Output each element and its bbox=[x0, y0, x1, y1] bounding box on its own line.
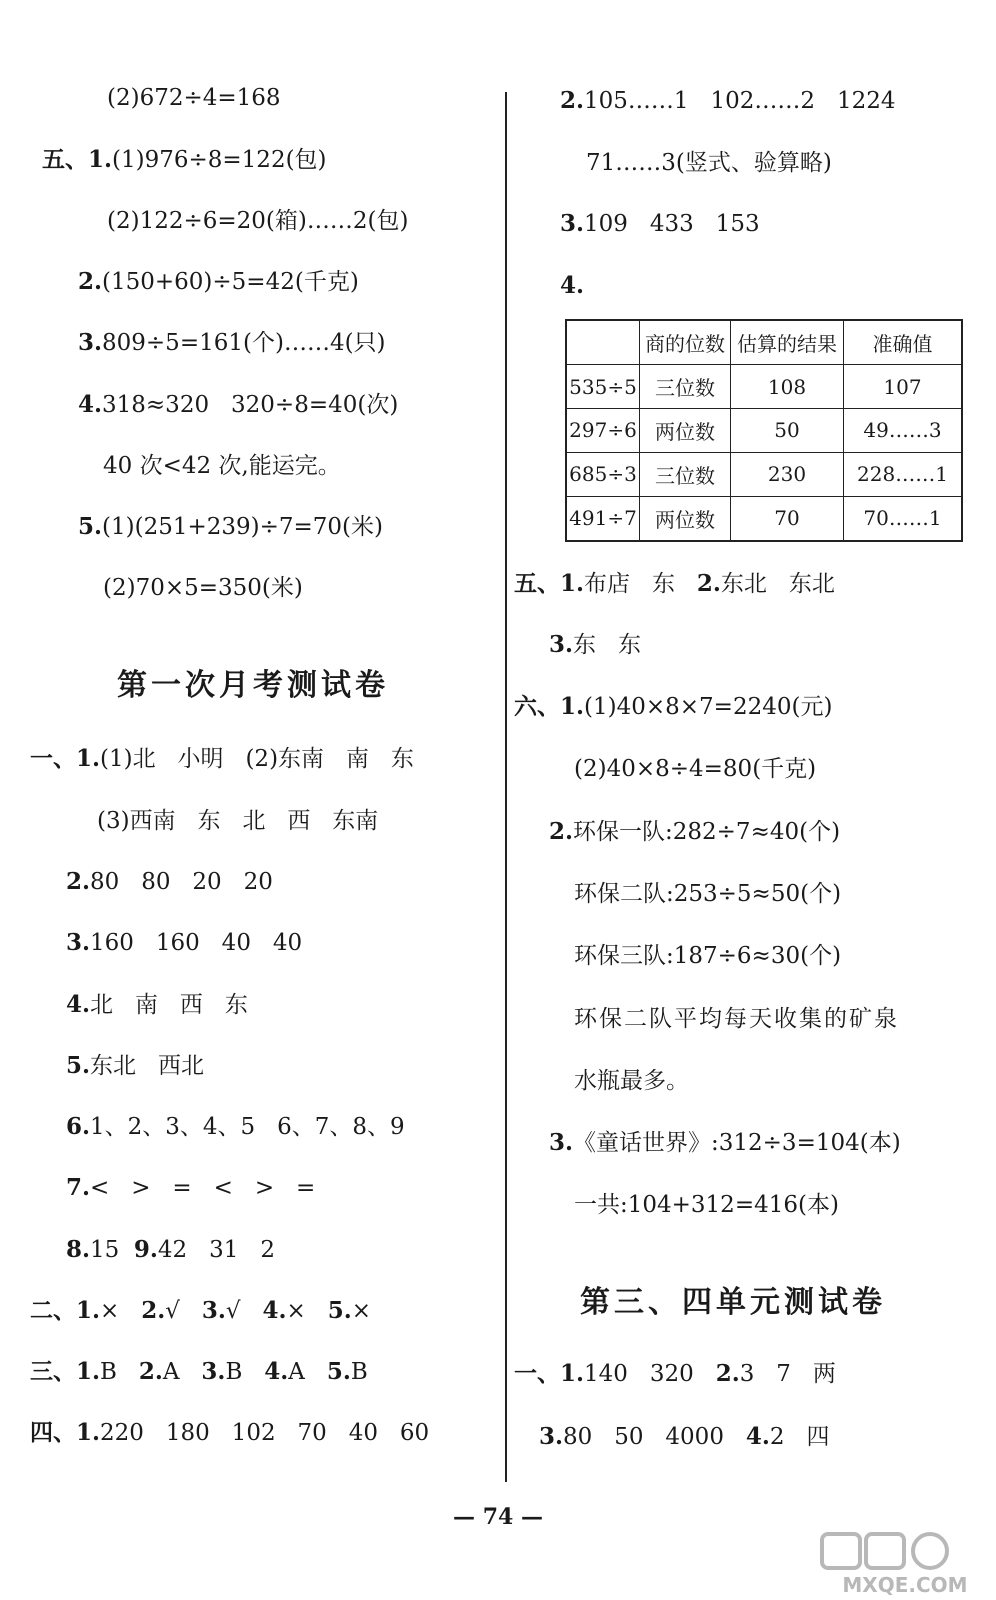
item-number: 5. bbox=[66, 1052, 91, 1079]
answer-line bbox=[560, 210, 760, 238]
answer-line bbox=[66, 868, 273, 896]
answer-line: (3)西南 东 北 西 东南 bbox=[97, 808, 379, 834]
answer-line bbox=[66, 1174, 315, 1202]
page-number: — 74 — bbox=[453, 1504, 543, 1530]
answer-text: 1、2、3、4、5 6、7、8、9 bbox=[90, 1114, 405, 1140]
answer-text: (1)北 小明 (2)东南 南 东 bbox=[100, 746, 414, 772]
answer-text: (1)976÷8=122(包) bbox=[112, 147, 327, 173]
answer-text: B bbox=[350, 1359, 368, 1385]
item-number: 2. bbox=[715, 1360, 740, 1387]
answer-line: (2)672÷4=168 bbox=[107, 85, 281, 111]
item-number: 一、1. bbox=[30, 745, 101, 772]
answer-text: × bbox=[286, 1298, 328, 1324]
answer-line bbox=[30, 1297, 371, 1325]
table-row bbox=[566, 496, 962, 541]
table-cell: 70……1 bbox=[844, 496, 963, 541]
table-header-cell: 商的位数 bbox=[640, 320, 731, 365]
answer-line bbox=[66, 1236, 275, 1264]
answer-line bbox=[514, 1360, 836, 1388]
item-number: 五、1. bbox=[42, 146, 113, 173]
item-number: 2. bbox=[78, 268, 103, 295]
answer-text: 318≈320 320÷8=40(次) bbox=[102, 392, 399, 418]
item-number: 一、1. bbox=[514, 1360, 585, 1387]
item-number: 6. bbox=[66, 1113, 91, 1140]
answer-text: 东北 东北 bbox=[720, 571, 835, 597]
answer-line bbox=[66, 929, 302, 957]
answer-line: (2)40×8÷4=80(千克) bbox=[574, 756, 817, 782]
answer-line: 环保三队:187÷6≈30(个) bbox=[574, 943, 842, 969]
item-number: 4. bbox=[745, 1423, 770, 1450]
answer-text: 42 31 2 bbox=[157, 1237, 275, 1263]
item-number: 8. bbox=[66, 1236, 91, 1263]
item-number: 六、1. bbox=[514, 693, 585, 720]
item-number: 3. bbox=[78, 329, 103, 356]
item-number: 4. bbox=[66, 991, 91, 1018]
answer-line bbox=[560, 87, 895, 115]
item-number: 2. bbox=[138, 1358, 163, 1385]
answer-line: 一共:104+312=416(本) bbox=[574, 1192, 839, 1218]
answer-line bbox=[30, 1419, 429, 1447]
answer-text: 3 7 两 bbox=[739, 1361, 836, 1387]
answer-text: 80 50 4000 bbox=[563, 1424, 746, 1450]
answer-line: (2)70×5=350(米) bbox=[103, 575, 303, 601]
item-number: 二、1. bbox=[30, 1297, 101, 1324]
answer-text: 160 160 40 40 bbox=[90, 930, 303, 956]
table-cell: 228……1 bbox=[844, 452, 963, 496]
answer-text: 105……1 102……2 1224 bbox=[584, 88, 896, 114]
table-cell: 107 bbox=[844, 365, 963, 409]
answer-text: 东 东 bbox=[573, 632, 641, 658]
item-number: 4. bbox=[262, 1297, 287, 1324]
section-title: 第三、四单元测试卷 bbox=[580, 1285, 886, 1320]
table-cell: 70 bbox=[731, 496, 844, 541]
answer-line bbox=[66, 1052, 204, 1080]
answer-text: 140 320 bbox=[584, 1361, 716, 1387]
answer-text: (150+60)÷5=42(千克) bbox=[102, 269, 359, 295]
answer-text: 2 四 bbox=[769, 1424, 830, 1450]
table-cell: 三位数 bbox=[640, 365, 731, 409]
item-number: 四、1. bbox=[30, 1419, 101, 1446]
table-row bbox=[566, 409, 962, 453]
item-number: 5. bbox=[326, 1358, 351, 1385]
answer-text: × bbox=[100, 1298, 142, 1324]
table-cell: 230 bbox=[731, 452, 844, 496]
item-number: 2. bbox=[141, 1297, 166, 1324]
item-number: 3. bbox=[66, 929, 91, 956]
table-cell: 108 bbox=[731, 365, 844, 409]
answer-text: 布店 东 bbox=[584, 571, 697, 597]
table-cell: 535÷5 bbox=[566, 365, 640, 409]
table-cell: 两位数 bbox=[640, 496, 731, 541]
answer-text: B bbox=[225, 1359, 265, 1385]
answer-line bbox=[549, 1129, 901, 1157]
watermark-text: MXQE.COM bbox=[842, 1573, 968, 1596]
answer-line bbox=[66, 991, 248, 1019]
answer-text: 109 433 153 bbox=[584, 211, 760, 237]
answer-line: 71……3(竖式、验算略) bbox=[586, 150, 832, 176]
table-cell: 50 bbox=[731, 409, 844, 453]
item-number: 3. bbox=[560, 210, 585, 237]
answer-line: 环保二队:253÷5≈50(个) bbox=[574, 881, 842, 907]
item-number: 3. bbox=[549, 631, 574, 658]
answer-line bbox=[30, 1358, 368, 1386]
answer-text: 东北 西北 bbox=[90, 1053, 204, 1079]
item-number: 3. bbox=[549, 1129, 574, 1156]
estimation-table bbox=[565, 319, 963, 542]
item-number: 4. bbox=[560, 272, 585, 299]
answer-text: 环保一队:282÷7≈40(个) bbox=[573, 819, 841, 845]
item-number: 3. bbox=[201, 1358, 226, 1385]
answer-text: A bbox=[162, 1359, 202, 1385]
answer-line: (2)122÷6=20(箱)……2(包) bbox=[107, 208, 409, 234]
answer-text: 北 南 西 东 bbox=[90, 992, 248, 1018]
item-number: 2. bbox=[560, 87, 585, 114]
answer-line bbox=[42, 146, 327, 174]
item-number: 2. bbox=[66, 868, 91, 895]
table-cell: 两位数 bbox=[640, 409, 731, 453]
answer-line bbox=[30, 745, 414, 773]
answer-text: √ bbox=[165, 1298, 202, 1324]
item-number: 2. bbox=[696, 570, 721, 597]
column-divider bbox=[505, 92, 507, 1482]
item-number: 4. bbox=[78, 391, 103, 418]
item-number: 4. bbox=[264, 1358, 289, 1385]
item-number: 3. bbox=[201, 1297, 226, 1324]
item-number: 5. bbox=[78, 513, 103, 540]
answer-line: 水瓶最多。 bbox=[574, 1068, 689, 1094]
answer-text: < > = < > = bbox=[90, 1175, 316, 1201]
answer-line: 环保二队平均每天收集的矿泉 bbox=[574, 1006, 899, 1032]
item-number: 9. bbox=[133, 1236, 158, 1263]
item-number: 五、1. bbox=[514, 570, 585, 597]
answer-text: 80 80 20 20 bbox=[90, 869, 273, 895]
answer-line bbox=[78, 329, 386, 357]
answer-line bbox=[78, 268, 359, 296]
answer-text: 15 bbox=[90, 1237, 134, 1263]
table-row bbox=[566, 365, 962, 409]
answer-line bbox=[514, 693, 832, 721]
answer-text: × bbox=[351, 1298, 371, 1324]
table-header-cell: 估算的结果 bbox=[731, 320, 844, 365]
answer-text: (1)(251+239)÷7=70(米) bbox=[102, 514, 384, 540]
table-header-row bbox=[566, 320, 962, 365]
item-number: 5. bbox=[327, 1297, 352, 1324]
item-number: 2. bbox=[549, 818, 574, 845]
answer-text: √ bbox=[225, 1298, 263, 1324]
answer-line bbox=[66, 1113, 405, 1141]
watermark-logo bbox=[820, 1530, 990, 1596]
item-number: 7. bbox=[66, 1174, 91, 1201]
answer-text: 220 180 102 70 40 60 bbox=[100, 1420, 430, 1446]
table-header-cell: 准确值 bbox=[844, 320, 963, 365]
answer-text: A bbox=[288, 1359, 327, 1385]
answer-line bbox=[549, 818, 840, 846]
table-header-cell bbox=[566, 320, 640, 365]
table-cell: 297÷6 bbox=[566, 409, 640, 453]
table-cell: 491÷7 bbox=[566, 496, 640, 541]
item-number: 3. bbox=[539, 1423, 564, 1450]
answer-line bbox=[549, 631, 641, 659]
table-cell: 三位数 bbox=[640, 452, 731, 496]
table-cell: 685÷3 bbox=[566, 452, 640, 496]
table-cell: 49……3 bbox=[844, 409, 963, 453]
answer-text: 809÷5=161(个)……4(只) bbox=[102, 330, 386, 356]
answer-line bbox=[514, 570, 835, 598]
answer-text: (1)40×8×7=2240(元) bbox=[584, 694, 833, 720]
answer-line: 40 次<42 次,能运完。 bbox=[103, 453, 341, 479]
answer-line bbox=[78, 391, 398, 419]
answer-line bbox=[78, 513, 383, 541]
item-number: 三、1. bbox=[30, 1358, 101, 1385]
answer-text: 《童话世界》:312÷3=104(本) bbox=[573, 1130, 901, 1156]
answer-line bbox=[539, 1423, 829, 1451]
answer-text: B bbox=[100, 1359, 139, 1385]
section-title: 第一次月考测试卷 bbox=[117, 668, 389, 703]
table-row bbox=[566, 452, 962, 496]
